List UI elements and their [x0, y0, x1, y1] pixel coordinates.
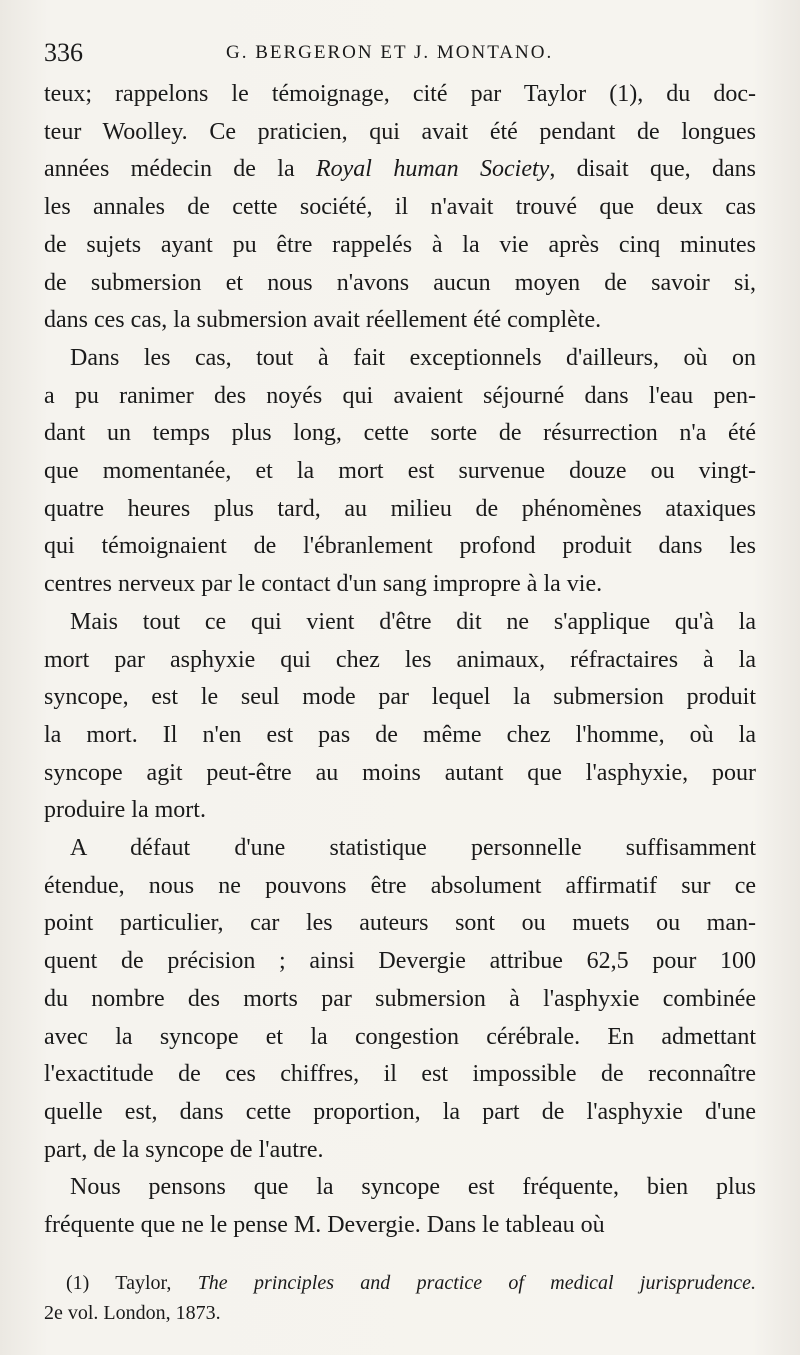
text-line: qui témoignaient de l'ébranlement profond produit dans les — [44, 533, 756, 560]
page-header — [44, 38, 764, 70]
text-line: années médecin de la Royal human Society, disait que, dans — [44, 156, 757, 183]
text-line: étendue, nous ne pouvons être absolument affirmatif sur ce — [44, 872, 756, 899]
running-title: G. BERGERON ET J. MONTANO. — [226, 42, 554, 63]
text-line: syncope, est le seul mode par lequel la submersion produit — [44, 684, 756, 711]
text-line: Dans les cas, tout à fait exceptionnels d'ailleurs, où on — [70, 344, 756, 371]
footnote-italic: The principles and practice of medical jurisprudence. — [197, 1272, 756, 1294]
text-line: produire la mort. — [44, 797, 206, 824]
text-line: centres nerveux par le contact d'un sang impropre à la vie. — [44, 571, 603, 598]
text-line: dant un temps plus long, cette sorte de résurrection n'a été — [44, 420, 756, 447]
text-line: dans ces cas, la submersion avait réellement été complète. — [44, 307, 602, 334]
text-line: mort par asphyxie qui chez les animaux, réfractaires à la — [44, 646, 756, 673]
text-line: part, de la syncope de l'autre. — [44, 1136, 324, 1163]
text-line: syncope agit peut-être au moins autant que l'asphyxie, pour — [44, 759, 756, 786]
text-italic: Royal human Society — [315, 156, 550, 183]
text-line: de sujets ayant pu être rappelés à la vie après cinq minutes — [44, 231, 756, 258]
text-line: de submersion et nous n'avons aucun moyen de savoir si, — [44, 269, 756, 296]
text-line: que momentanée, et la mort est survenue douze ou vingt- — [44, 458, 756, 485]
footnote-line: 2e vol. London, 1873. — [44, 1302, 221, 1324]
text-line: la mort. Il n'en est pas de même chez l'homme, où la — [44, 721, 756, 748]
text-line: teux; rappelons le témoignage, cité par Taylor (1), du doc- — [44, 81, 756, 107]
text-line: l'exactitude de ces chiffres, il est impossible de reconnaître — [44, 1061, 756, 1088]
text-line: quatre heures plus tard, au milieu de phénomènes ataxiques — [44, 495, 756, 522]
text-line: Mais tout ce qui vient d'être dit ne s'applique qu'à la — [70, 608, 756, 635]
text-line: Nous pensons que la syncope est fréquente, bien plus — [70, 1174, 756, 1201]
footnote — [44, 1268, 756, 1328]
text-line: quelle est, dans cette proportion, la part de l'asphyxie d'une — [44, 1098, 756, 1125]
text-line: a pu ranimer des noyés qui avaient séjourné dans l'eau pen- — [44, 382, 756, 409]
text-line: point particulier, car les auteurs sont ou muets ou man- — [44, 910, 756, 937]
footnote-line: (1) Taylor, The principles and practice of medical jurisprudence. — [66, 1272, 756, 1294]
text-line: fréquente que ne le pense M. Devergie. Dans le tableau où — [44, 1212, 605, 1239]
text-line: avec la syncope et la congestion cérébrale. En admettant — [44, 1023, 756, 1050]
text-line: quent de précision ; ainsi Devergie attribue 62,5 pour 100 — [44, 948, 756, 975]
text-line: teur Woolley. Ce praticien, qui avait été pendant de longues — [44, 118, 756, 145]
text-line: A défaut d'une statistique personnelle suffisamment — [70, 835, 756, 862]
text-line: du nombre des morts par submersion à l'asphyxie combinée — [44, 985, 756, 1012]
page-number: 336 — [44, 38, 83, 67]
text-line: les annales de cette société, il n'avait trouvé que deux cas — [44, 194, 756, 221]
body-text — [44, 76, 756, 1245]
